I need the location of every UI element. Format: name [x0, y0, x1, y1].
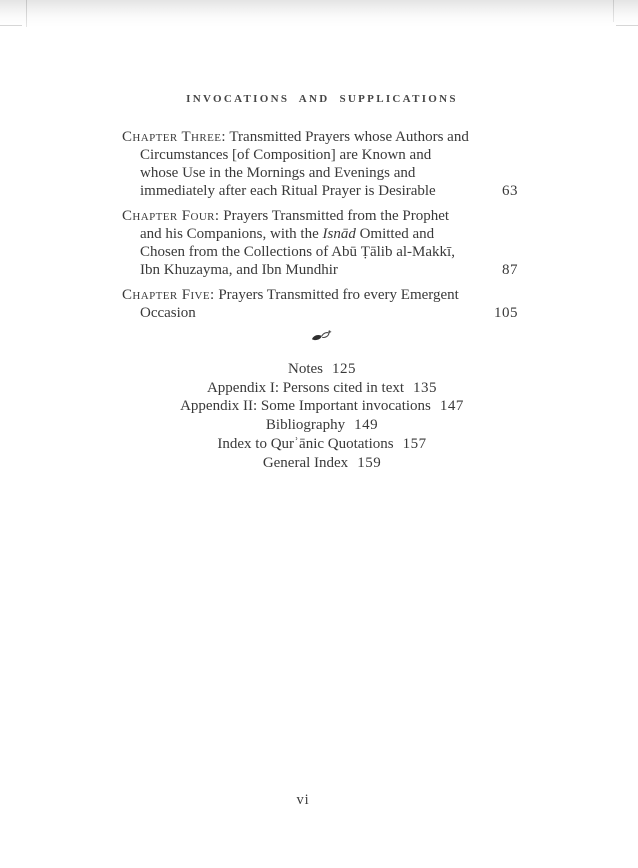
- page-number: 159: [357, 454, 382, 471]
- back-matter-item: [0, 454, 638, 473]
- back-matter-label: Index to Qurʾānic Quotations: [217, 435, 394, 452]
- previous-page-right-edge: [613, 0, 614, 22]
- page-number: 87: [502, 262, 518, 278]
- toc-entry-line: Circumstances [of Composition] are Known and: [140, 147, 432, 163]
- folio-page-number: vi: [296, 792, 310, 808]
- toc-entry-chapter-five: [122, 286, 518, 322]
- previous-page-left-edge: [26, 0, 27, 27]
- italic-term: Isnād: [322, 226, 356, 242]
- running-header: INVOCATIONS AND SUPPLICATIONS: [186, 93, 458, 105]
- toc-entry-chapter-three: [122, 128, 518, 200]
- back-matter-label: Notes: [288, 361, 323, 377]
- toc-entry-line: immediately after each Ritual Prayer is Desirable: [140, 183, 436, 199]
- page-number: 125: [332, 361, 356, 377]
- fleuron-ornament-icon: [0, 330, 638, 348]
- toc-entry-line: Chosen from the Collections of Abū Ṭālib al-Makkī,: [140, 244, 455, 260]
- entry-title-text: Prayers Transmitted fro every Emergent: [214, 287, 459, 303]
- page-number: 135: [413, 379, 438, 396]
- chapter-label: Chapter Four:: [122, 208, 220, 224]
- toc-entry-line: whose Use in the Mornings and Evenings and: [140, 165, 416, 181]
- back-matter-list: [0, 360, 638, 472]
- back-matter-item: [0, 360, 638, 379]
- book-page: [0, 27, 638, 868]
- table-of-contents: [122, 128, 518, 329]
- entry-title-text: Transmitted Prayers whose Authors and: [225, 129, 469, 145]
- back-matter-item: [0, 416, 638, 435]
- back-matter-label: Appendix I: Persons cited in text: [206, 379, 405, 396]
- toc-entry-chapter-four: [122, 207, 518, 279]
- chapter-label: Chapter Five:: [122, 287, 215, 303]
- page-number: 149: [354, 417, 379, 434]
- entry-title-text: Omitted and: [355, 226, 435, 242]
- page-number: 105: [494, 305, 518, 321]
- toc-entry-line: [122, 286, 518, 304]
- back-matter-label: Appendix II: Some Important invocations: [180, 398, 431, 415]
- current-page-top-edge-left: [0, 25, 22, 26]
- chapter-label: Chapter Three:: [122, 129, 226, 145]
- current-page-top-edge-right: [616, 25, 638, 26]
- toc-entry-line: [122, 207, 518, 225]
- back-matter-item: [0, 397, 638, 416]
- entry-title-text: Prayers Transmitted from the Prophet: [219, 208, 450, 224]
- page-number: 63: [502, 183, 518, 199]
- toc-entry-line: Ibn Khuzayma, and Ibn Mundhir: [140, 262, 338, 278]
- toc-entry-line: [122, 128, 518, 146]
- back-matter-item: [0, 435, 638, 454]
- back-matter-label: Bibliography: [265, 417, 346, 434]
- page-gap: [0, 0, 638, 27]
- back-matter-item: [0, 379, 638, 398]
- page-number: 157: [402, 435, 427, 452]
- toc-entry-line: Occasion: [140, 305, 196, 321]
- toc-entry-line: [122, 225, 518, 243]
- entry-title-text: and his Companions, with the: [140, 226, 323, 242]
- back-matter-label: General Index: [262, 454, 349, 471]
- page-number: 147: [439, 398, 464, 415]
